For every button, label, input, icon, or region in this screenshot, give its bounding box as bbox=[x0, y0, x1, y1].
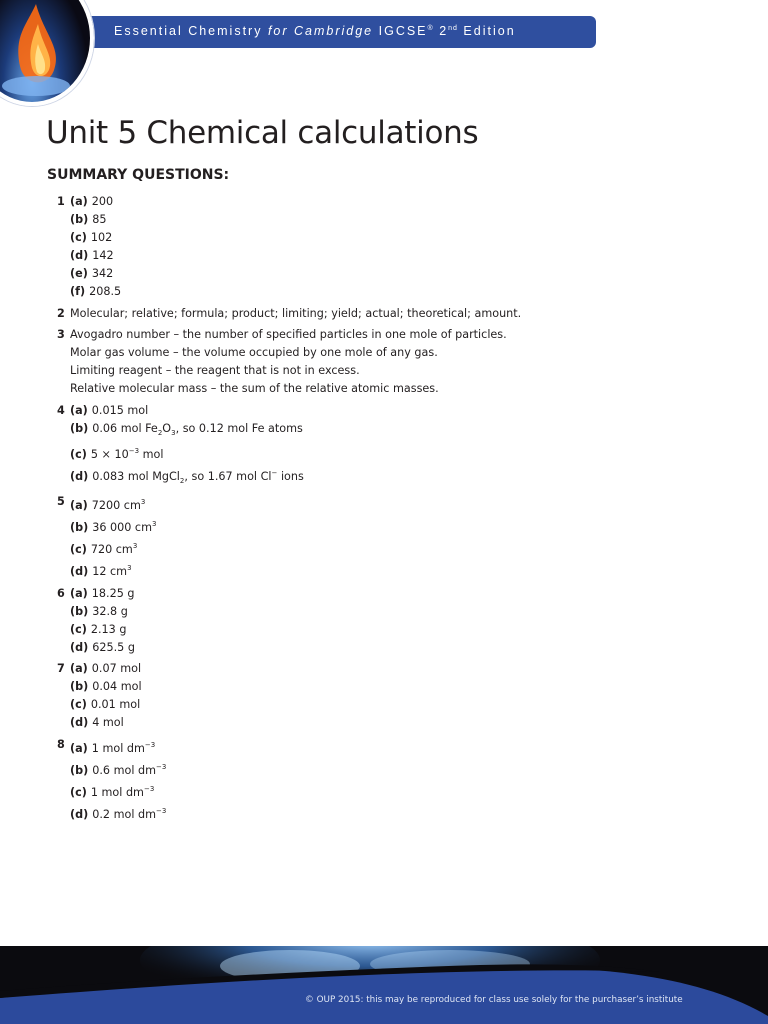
answer-row: (e) 342 bbox=[70, 267, 114, 280]
answer-row: Molecular; relative; formula; product; limiting; yield; actual; theoretical; amount. bbox=[70, 306, 522, 320]
answer-row: Relative molecular mass – the sum of the relative atomic masses. bbox=[70, 382, 439, 395]
answer-row: (a) 0.07 mol bbox=[70, 662, 142, 675]
answer-row: Avogadro number – the number of specified particles in one mole of particles. bbox=[70, 328, 507, 341]
answer-row: (c) $5 \times 10^{-3}$ mol bbox=[70, 446, 164, 461]
book-title: Essential Chemistry for Cambridge IGCSE® 2nd Edition bbox=[114, 24, 516, 38]
answer-row: (d) 12 $cm^3$ bbox=[70, 564, 132, 578]
answer-row: Limiting reagent – the reagent that is not in excess. bbox=[70, 364, 360, 377]
question-1 bbox=[57, 193, 737, 301]
question-number: 7 bbox=[57, 662, 65, 675]
question-2 bbox=[57, 305, 737, 323]
question-4 bbox=[57, 402, 737, 490]
page-title: Unit 5 Chemical calculations bbox=[46, 115, 479, 151]
answer-row: (a) 0.015 mol bbox=[70, 403, 149, 417]
answer-row: (a) 18.25 g bbox=[70, 586, 135, 600]
answer-row: (d) 0.083 mol MgCl$_2$, so 1.67 mol Cl− ions bbox=[70, 468, 304, 485]
answer-row: (d) 0.2 mol $dm^{-3}$ bbox=[70, 806, 167, 821]
question-number: 4 bbox=[57, 403, 65, 417]
answer-row: (c) 2.13 g bbox=[70, 622, 127, 636]
question-3 bbox=[57, 326, 737, 398]
question-7 bbox=[57, 660, 737, 732]
answer-row: (a) 7200 $cm^3$ bbox=[70, 498, 146, 512]
question-number: 2 bbox=[57, 306, 65, 320]
answer-row: (b) 0.04 mol bbox=[70, 680, 142, 693]
answer-row: (d) 142 bbox=[70, 249, 114, 262]
answer-row: (c) 0.01 mol bbox=[70, 698, 141, 711]
answer-row: (a) 200 bbox=[70, 195, 114, 208]
summary-questions bbox=[57, 193, 737, 827]
question-8 bbox=[57, 736, 737, 824]
answer-row: (d) 625.5 g bbox=[70, 640, 135, 654]
answer-row: (b) 32.8 g bbox=[70, 604, 128, 618]
answer-row: (b) 0.6 mol $dm^{-3}$ bbox=[70, 762, 167, 777]
burner-flame-image bbox=[0, 946, 768, 1024]
question-6 bbox=[57, 585, 737, 657]
answer-row: (a) 1 mol $dm^{-3}$ bbox=[70, 740, 156, 755]
answer-row: Molar gas volume – the volume occupied by one mole of any gas. bbox=[70, 346, 438, 359]
answer-row: (c) 720 $cm^3$ bbox=[70, 542, 138, 556]
question-5 bbox=[57, 493, 737, 581]
question-number: 8 bbox=[57, 737, 65, 751]
answer-row: (b) 0.06 mol $Fe_2O_3$, so 0.12 mol Fe atoms bbox=[70, 421, 303, 437]
header-bar bbox=[74, 16, 596, 48]
question-number: 3 bbox=[57, 328, 65, 341]
summary-heading: SUMMARY QUESTIONS: bbox=[47, 167, 230, 183]
answer-row: (f) 208.5 bbox=[70, 285, 122, 298]
answer-row: (c) 102 bbox=[70, 231, 113, 244]
answer-row: (b) 36 000 $cm^3$ bbox=[70, 520, 157, 534]
answer-row: (b) 85 bbox=[70, 213, 107, 226]
question-number: 5 bbox=[57, 495, 65, 508]
answer-row: (c) 1 mol $dm^{-3}$ bbox=[70, 784, 155, 799]
question-number: 6 bbox=[57, 586, 65, 600]
copyright-notice: © OUP 2015: this may be reproduced for class use solely for the purchaser’s institute bbox=[305, 995, 683, 1005]
question-number: 1 bbox=[57, 195, 65, 208]
answer-row: (d) 4 mol bbox=[70, 716, 124, 729]
flame-image bbox=[0, 0, 94, 106]
footer bbox=[0, 946, 768, 1024]
